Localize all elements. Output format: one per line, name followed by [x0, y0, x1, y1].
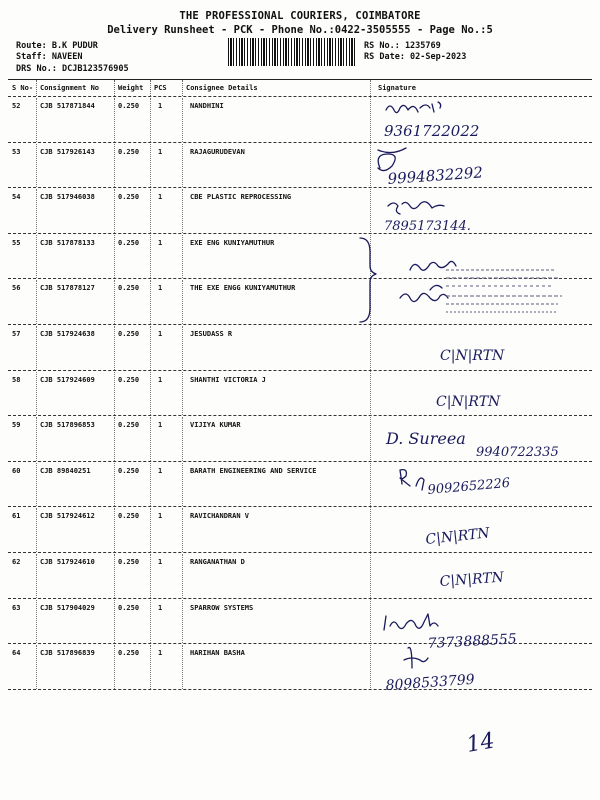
row-consignee: RAJAGURUDEVAN	[190, 147, 245, 156]
row-weight: 0.250	[118, 375, 140, 384]
signature-63-scribble	[384, 614, 438, 630]
row-consignee: SHANTHI VICTORIA J	[190, 375, 266, 384]
row-pcs: 1	[158, 421, 163, 430]
rs-date-label: RS Date: 02-Sep-2023	[364, 52, 467, 62]
row-consignment: CJB 517924610	[40, 558, 95, 566]
row-sno: 53	[12, 147, 21, 156]
row-consignee: SPARROW SYSTEMS	[190, 603, 254, 612]
signature-63-phone: 7373888555	[427, 631, 518, 652]
row-pcs: 1	[158, 512, 163, 521]
signature-64-scribble	[404, 647, 428, 668]
row-consignment: CJB 517904029	[40, 603, 95, 612]
page-mark: 14	[464, 728, 497, 758]
route-label: Route: B.K PUDUR	[16, 41, 98, 51]
row-pcs: 1	[158, 375, 163, 384]
row-consignee: THE EXE ENGG KUNIYAMUTHUR	[190, 284, 296, 293]
row-consignment: CJB 517896853	[40, 421, 95, 430]
staff-label: Staff: NAVEEN	[16, 52, 83, 62]
row-consignee: RAVICHANDRAN V	[190, 512, 250, 521]
row-sno: 63	[12, 603, 21, 612]
row-consignment: CJB 517924638	[40, 330, 95, 338]
row-consignee: BARATH ENGINEERING AND SERVICE	[190, 466, 317, 475]
signature-56-scribble	[400, 285, 448, 301]
signature-52-scribble	[386, 102, 441, 113]
col-header-signature: Signature	[378, 84, 416, 92]
runsheet-subtitle: Delivery Runsheet - PCK - Phone No.:0422-3505555 - Page No.:5	[107, 24, 493, 36]
row-weight: 0.250	[118, 421, 140, 430]
runsheet-title: THE PROFESSIONAL COURIERS, COIMBATORE	[179, 10, 421, 22]
row-sno: 54	[12, 193, 21, 202]
signature-53-phone: 9994832292	[387, 163, 484, 188]
signature-54-phone: 7895173144.	[384, 219, 471, 234]
row-sno: 61	[12, 512, 21, 521]
signature-57-note: C|N|RTN	[440, 348, 505, 364]
row-pcs: 1	[158, 558, 163, 566]
row-weight: 0.250	[118, 603, 140, 612]
row-weight: 0.250	[118, 512, 140, 521]
row-pcs: 1	[158, 147, 163, 156]
col-header-consignment: Consignment No	[40, 84, 100, 92]
row-consignee: EXE ENG KUNIYAMUTHUR	[190, 238, 275, 247]
col-header-pcs: PCS	[154, 84, 167, 92]
row-weight: 0.250	[118, 284, 140, 293]
row-consignment: CJB 517871844	[40, 102, 95, 110]
row-pcs: 1	[158, 193, 163, 202]
row-sno: 56	[12, 284, 21, 293]
row-consignee: RANGANATHAN D	[190, 558, 245, 566]
signature-62-note: C|N|RTN	[439, 569, 505, 590]
row-pcs: 1	[158, 284, 163, 293]
signature-53-scribble	[378, 148, 406, 171]
row-weight: 0.250	[118, 466, 140, 475]
signature-64-phone: 8098533799	[385, 671, 476, 694]
signature-55-scribble	[410, 261, 456, 270]
row-weight: 0.250	[118, 147, 140, 156]
company-stamp	[440, 264, 564, 316]
row-sno: 64	[12, 649, 21, 658]
signature-59-name: D. Sureea	[386, 429, 466, 448]
row-consignment: CJB 89840251	[40, 466, 91, 475]
signature-59-phone: 9940722335	[476, 445, 559, 460]
row-consignment: CJB 517896839	[40, 649, 95, 658]
col-header-consignee: Consignee Details	[186, 84, 258, 92]
signature-60-phone: 9092652226	[427, 475, 511, 498]
signature-60-scribble	[400, 470, 424, 490]
row-weight: 0.250	[118, 330, 140, 338]
row-pcs: 1	[158, 466, 163, 475]
row-consignment: CJB 517878127	[40, 284, 95, 293]
row-sno: 55	[12, 238, 21, 247]
row-weight: 0.250	[118, 558, 140, 566]
row-consignee: HARIHAN BASHA	[190, 649, 245, 658]
row-consignee: JESUDASS R	[190, 330, 233, 338]
signature-52-phone: 9361722022	[384, 122, 480, 140]
row-weight: 0.250	[118, 649, 140, 658]
row-pcs: 1	[158, 238, 163, 247]
row-consignment: CJB 517924609	[40, 375, 95, 384]
row-weight: 0.250	[118, 238, 140, 247]
row-sno: 52	[12, 102, 21, 110]
row-consignee: VIJIYA KUMAR	[190, 421, 241, 430]
drs-label: DRS No.: DCJB123576905	[16, 64, 129, 74]
row-consignment: CJB 517926143	[40, 147, 95, 156]
row-pcs: 1	[158, 603, 163, 612]
row-sno: 62	[12, 558, 21, 566]
col-header-weight: Weight	[118, 84, 144, 92]
row-consignment: CJB 517924612	[40, 512, 95, 521]
rows-55-56-bracket	[360, 238, 376, 322]
row-consignee: CBE PLASTIC REPROCESSING	[190, 193, 292, 202]
row-pcs: 1	[158, 330, 163, 338]
row-sno: 58	[12, 375, 21, 384]
row-sno: 59	[12, 421, 21, 430]
row-consignment: CJB 517878133	[40, 238, 95, 247]
row-weight: 0.250	[118, 193, 140, 202]
row-sno: 60	[12, 466, 21, 475]
signature-61-note: C|N|RTN	[424, 525, 491, 548]
signature-54-scribble	[388, 202, 444, 214]
rs-no-label: RS No.: 1235769	[364, 41, 441, 51]
col-header-sno: S No-	[12, 84, 34, 92]
row-pcs: 1	[158, 102, 163, 110]
row-sno: 57	[12, 330, 21, 338]
signature-58-note: C|N|RTN	[436, 394, 501, 410]
row-weight: 0.250	[118, 102, 140, 110]
row-consignment: CJB 517946038	[40, 193, 95, 202]
row-pcs: 1	[158, 649, 163, 658]
row-consignee: NANDHINI	[190, 102, 224, 110]
